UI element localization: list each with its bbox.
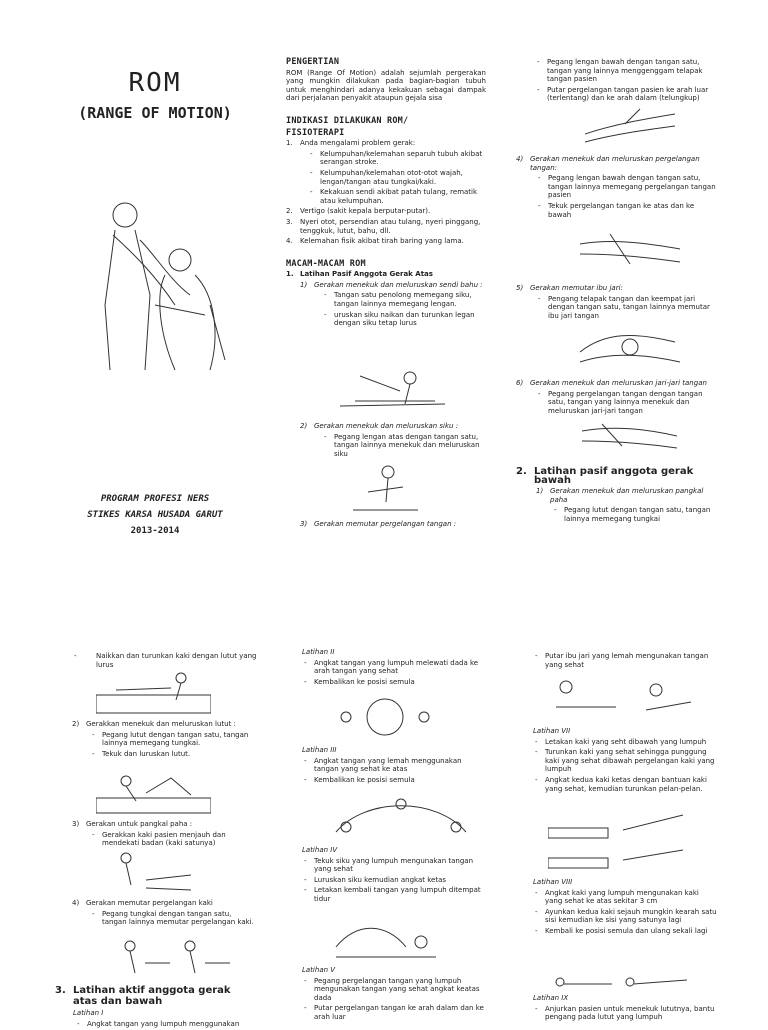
step-item: - Putar pergelangan tangan ke arah dalam dan ke arah luar [302, 1004, 487, 1021]
step-item: - Angkat kedua kaki ketas dengan bantuan kaki yang sehat, kemudian turunkan pelan-pelan. [533, 776, 718, 793]
bottom-column-1d [72, 897, 257, 929]
step-item: - Gerakkan kaki pasien menjauh dan mendekati badan (kaki satunya) [90, 831, 257, 848]
gerakan-item: 2) Gerakkan menekuk dan meluruskan lutut : [72, 720, 236, 728]
column-3d [516, 377, 716, 417]
step-item: - Angkat tangan yang lumpuh melewati dada ke arah tangan yang sehat [302, 659, 487, 676]
bottom-column-2 [302, 648, 487, 688]
bottom-column-2b [302, 746, 487, 786]
step-item: - Luruskan siku kemudian angkat ketas [302, 876, 487, 885]
gerakan-item: 3) Gerakan memutar pergelangan tangan : [300, 520, 457, 528]
thumb-rotate-illustration [575, 322, 685, 372]
column-3c [516, 282, 716, 322]
step-item: - uruskan siku naikan dan turunkan legan dengan siku tetap lurus [322, 311, 486, 328]
cover-footer-year: 2013-2014 [130, 526, 180, 536]
pengertian-heading: PENGERTIAN [286, 57, 340, 67]
step-item: - Pengang telapak tangan dan keempat jari dengan tangan satu, tangan lainnya memutar ibu jari tangan [536, 295, 716, 321]
step-item: - Kembalikan ke posisi semula [302, 776, 487, 785]
macam-heading: MACAM-MACAM ROM [286, 258, 366, 269]
ankle-rotate-illustration [115, 938, 235, 978]
step-item: - Pegang lengan bawah dengan tangan satu, tangan yang lainnya menggenggam telapak tangan pasien [535, 58, 715, 84]
step-item: - Putar pergelangan tangan pasien ke arah luar (terlentang) dan ke arah dalam (telungkup) [535, 86, 715, 103]
column-2c [286, 518, 486, 531]
section-heading: 1. Latihan Pasif Anggota Gerak Atas [286, 270, 433, 279]
thumb-exercise-illustration [546, 672, 696, 722]
bottom-column-1e [55, 983, 255, 1030]
column-3b [516, 153, 716, 221]
gerakan-item: 2) Gerakan menekuk dan meluruskan siku : [300, 422, 459, 430]
section-heading: 3. Latihan aktif anggota gerak atas dan bawah [55, 985, 231, 1007]
indikasi-sub-item: - Kelumpuhan/kelemahan separuh tubuh akibat serangan stroke. [308, 150, 486, 167]
step-item: - Tekuk pergelangan tangan ke atas dan ke bawah [536, 202, 716, 219]
step-item: - Ayunkan kedua kaki sejauh mungkin kearah satu sisi kemudian ke sisi yang satunya lagi [533, 908, 718, 925]
indikasi-item: 4. Kelemahan fisik akibat tirah baring yang lama. [286, 237, 464, 246]
knee-bend-illustration [96, 773, 211, 815]
gerakan-item: 1) Gerakan menekuk dan meluruskan sendi bahu : [300, 280, 483, 289]
step-item: - Pegang lutut dengan tangan satu, tangan lainnya memegang tungkai. [90, 731, 257, 748]
step-item: - Angkat tangan yang lumpuh menggunakan [75, 1020, 255, 1029]
latihan-7-illustration [548, 810, 688, 872]
cover-footer-program: PROGRAM PROFESI NERS [100, 494, 210, 504]
latihan-3-illustration [326, 792, 476, 842]
step-item: - Turunkan kaki yang sehat sehingga punggung kaki yang sehat dibawah pergelangan kaki yang lumpuh [533, 748, 718, 774]
step-item: - Kembali ke posisi semula dan ulang sekali lagi [533, 927, 718, 936]
gerakan-item: 3) Gerakan untuk pangkal paha : [72, 820, 193, 828]
indikasi-item: 1. Anda mengalami problem gerak: [286, 139, 416, 148]
section-heading: 2. Latihan pasif anggota gerak bawah [516, 466, 694, 486]
gerakan-item: 4) Gerakan memutar pergelangan kaki [72, 899, 213, 907]
hip-exercise-illustration [96, 850, 196, 895]
step-item: - Pegang pergelangan tangan yang lumpuh mengunakan tangan yang sehat angkat keatas dada [302, 977, 487, 1003]
wrist-rotate-illustration [585, 104, 675, 146]
finger-exercise-illustration [582, 416, 677, 456]
cover-footer-school: STIKES KARSA HUSADA GARUT [87, 510, 223, 520]
gerakan-item: 6) Gerakan menekuk dan meluruskan jari-jari tangan [516, 379, 707, 387]
bottom-column-3d [533, 994, 718, 1024]
wrist-bend-illustration [580, 224, 680, 272]
latihan-label: Latihan II [302, 648, 335, 656]
step-item: - Pegang pergelangan tangan dengan tangan satu, tangan yang lainnya menekuk dan meluruskan jari-jari tangan [536, 390, 716, 416]
latihan-4-illustration [326, 912, 446, 962]
bottom-column-2d [302, 966, 487, 1024]
nurse-patient-illustration [95, 185, 230, 375]
elbow-exercise-illustration [348, 462, 420, 514]
shoulder-exercise-illustration [340, 366, 445, 414]
latihan-label: Latihan VII [533, 727, 571, 735]
latihan-2-illustration [326, 694, 444, 740]
column-2 [286, 58, 486, 330]
gerakan-item: 1) Gerakan menekuk dan meluruskan pangkal paha [536, 487, 704, 504]
indikasi-sub-item: - Kelumpuhan/kelemahan otot-otot wajah, lengan/tangan atau tungkai/kaki. [308, 169, 486, 186]
indikasi-item: 3. Nyeri otot, persendian atau tulang, nyeri pinggang, tenggkuk, lutut, bahu, dll. [286, 217, 481, 235]
indikasi-item: 2. Vertigo (sakit kepala berputar-putar). [286, 207, 431, 216]
bottom-column-1 [72, 650, 257, 671]
column-2b [286, 420, 486, 460]
step-item: - Letakan kembali tangan yang lumpuh ditempat tidur [302, 886, 487, 903]
bottom-column-2c [302, 846, 487, 906]
leg-raise-illustration [96, 670, 211, 715]
step-item: - Pegang tungkai dengan tangan satu, tangan lainnya memutar pergelangan kaki. [90, 910, 257, 927]
bottom-column-1c [72, 818, 257, 850]
step-item: - Tekuk dan luruskan lutut. [90, 750, 257, 759]
step-item: - Tekuk siku yang lumpuh mengunakan tangan yang sehat [302, 857, 487, 874]
latihan-label: Latihan V [302, 966, 336, 974]
step-item: - Kembalikan ke posisi semula [302, 678, 487, 687]
gerakan-item: 5) Gerakan memutar ibu jari: [516, 284, 623, 292]
cover-subtitle: (RANGE OF MOTION) [78, 104, 232, 122]
latihan-label: Latihan I [73, 1009, 104, 1017]
latihan-label: Latihan IX [533, 994, 569, 1002]
step-item: - Tangan satu penolong memegang siku, tangan lainnya memegang lengan. [322, 291, 486, 308]
step-item: - Pegang lengan bawah dengan tangan satu, tangan lainnya memegang pergelangan tangan pasien [536, 174, 716, 200]
bottom-column-1b [72, 718, 257, 760]
bottom-column-3b [533, 727, 718, 795]
latihan-label: Latihan III [302, 746, 337, 754]
step-item: - Letakan kaki yang seht dibawah yang lumpuh [533, 738, 718, 747]
step-item: - Angkat kaki yang lumpuh mengunakan kaki yang sehat ke atas sekitar 3 cm [533, 889, 718, 906]
step-item: - Pegang lutut dengan tangan satu, tangan lainnya memegang tungkai [552, 506, 716, 523]
column-3e [516, 466, 716, 526]
step-item: - Putar ibu jari yang lemah mengunakan tangan yang sehat [533, 652, 718, 669]
step-item: - Pegang lengan atas dengan tangan satu, tangan lainnya menekuk dan meluruskan siku [322, 433, 486, 459]
indikasi-heading-2: FISIOTERAPI [286, 127, 345, 138]
step-item: - Angkat tangan yang lemah menggunakan tangan yang sehat ke atas [302, 757, 487, 774]
indikasi-heading-1: INDIKASI DILAKUKAN ROM/ [286, 115, 409, 126]
latihan-8-illustration [552, 972, 692, 994]
pengertian-text: ROM (Range Of Motion) adalah sejumlah pergerakan yang mungkin dilakukan pada bagian-bagian tubuh untuk menghindari adanya kekakuan sebagai dampak dari perjalanan penyakit ataupun gejala sisa [286, 68, 486, 103]
gerakan-item: 4) Gerakan menekuk dan meluruskan pergelangan tangan: [516, 155, 700, 172]
column-3 [535, 56, 715, 105]
latihan-label: Latihan IV [302, 846, 338, 854]
cover-title: ROM [128, 68, 182, 98]
indikasi-sub-item: - Kekakuan sendi akibat patah tulang, rematik atau kelumpuhan. [308, 188, 486, 205]
bottom-column-3c [533, 878, 718, 938]
step-item: - Naikkan dan turunkan kaki dengan lutut yang lurus [72, 652, 257, 669]
latihan-label: Latihan VIII [533, 878, 573, 886]
bottom-column-3 [533, 650, 718, 671]
step-item: - Anjurkan pasien untuk menekuk lututnya, bantu pengang pada lutut yang lumpuh [533, 1005, 718, 1022]
